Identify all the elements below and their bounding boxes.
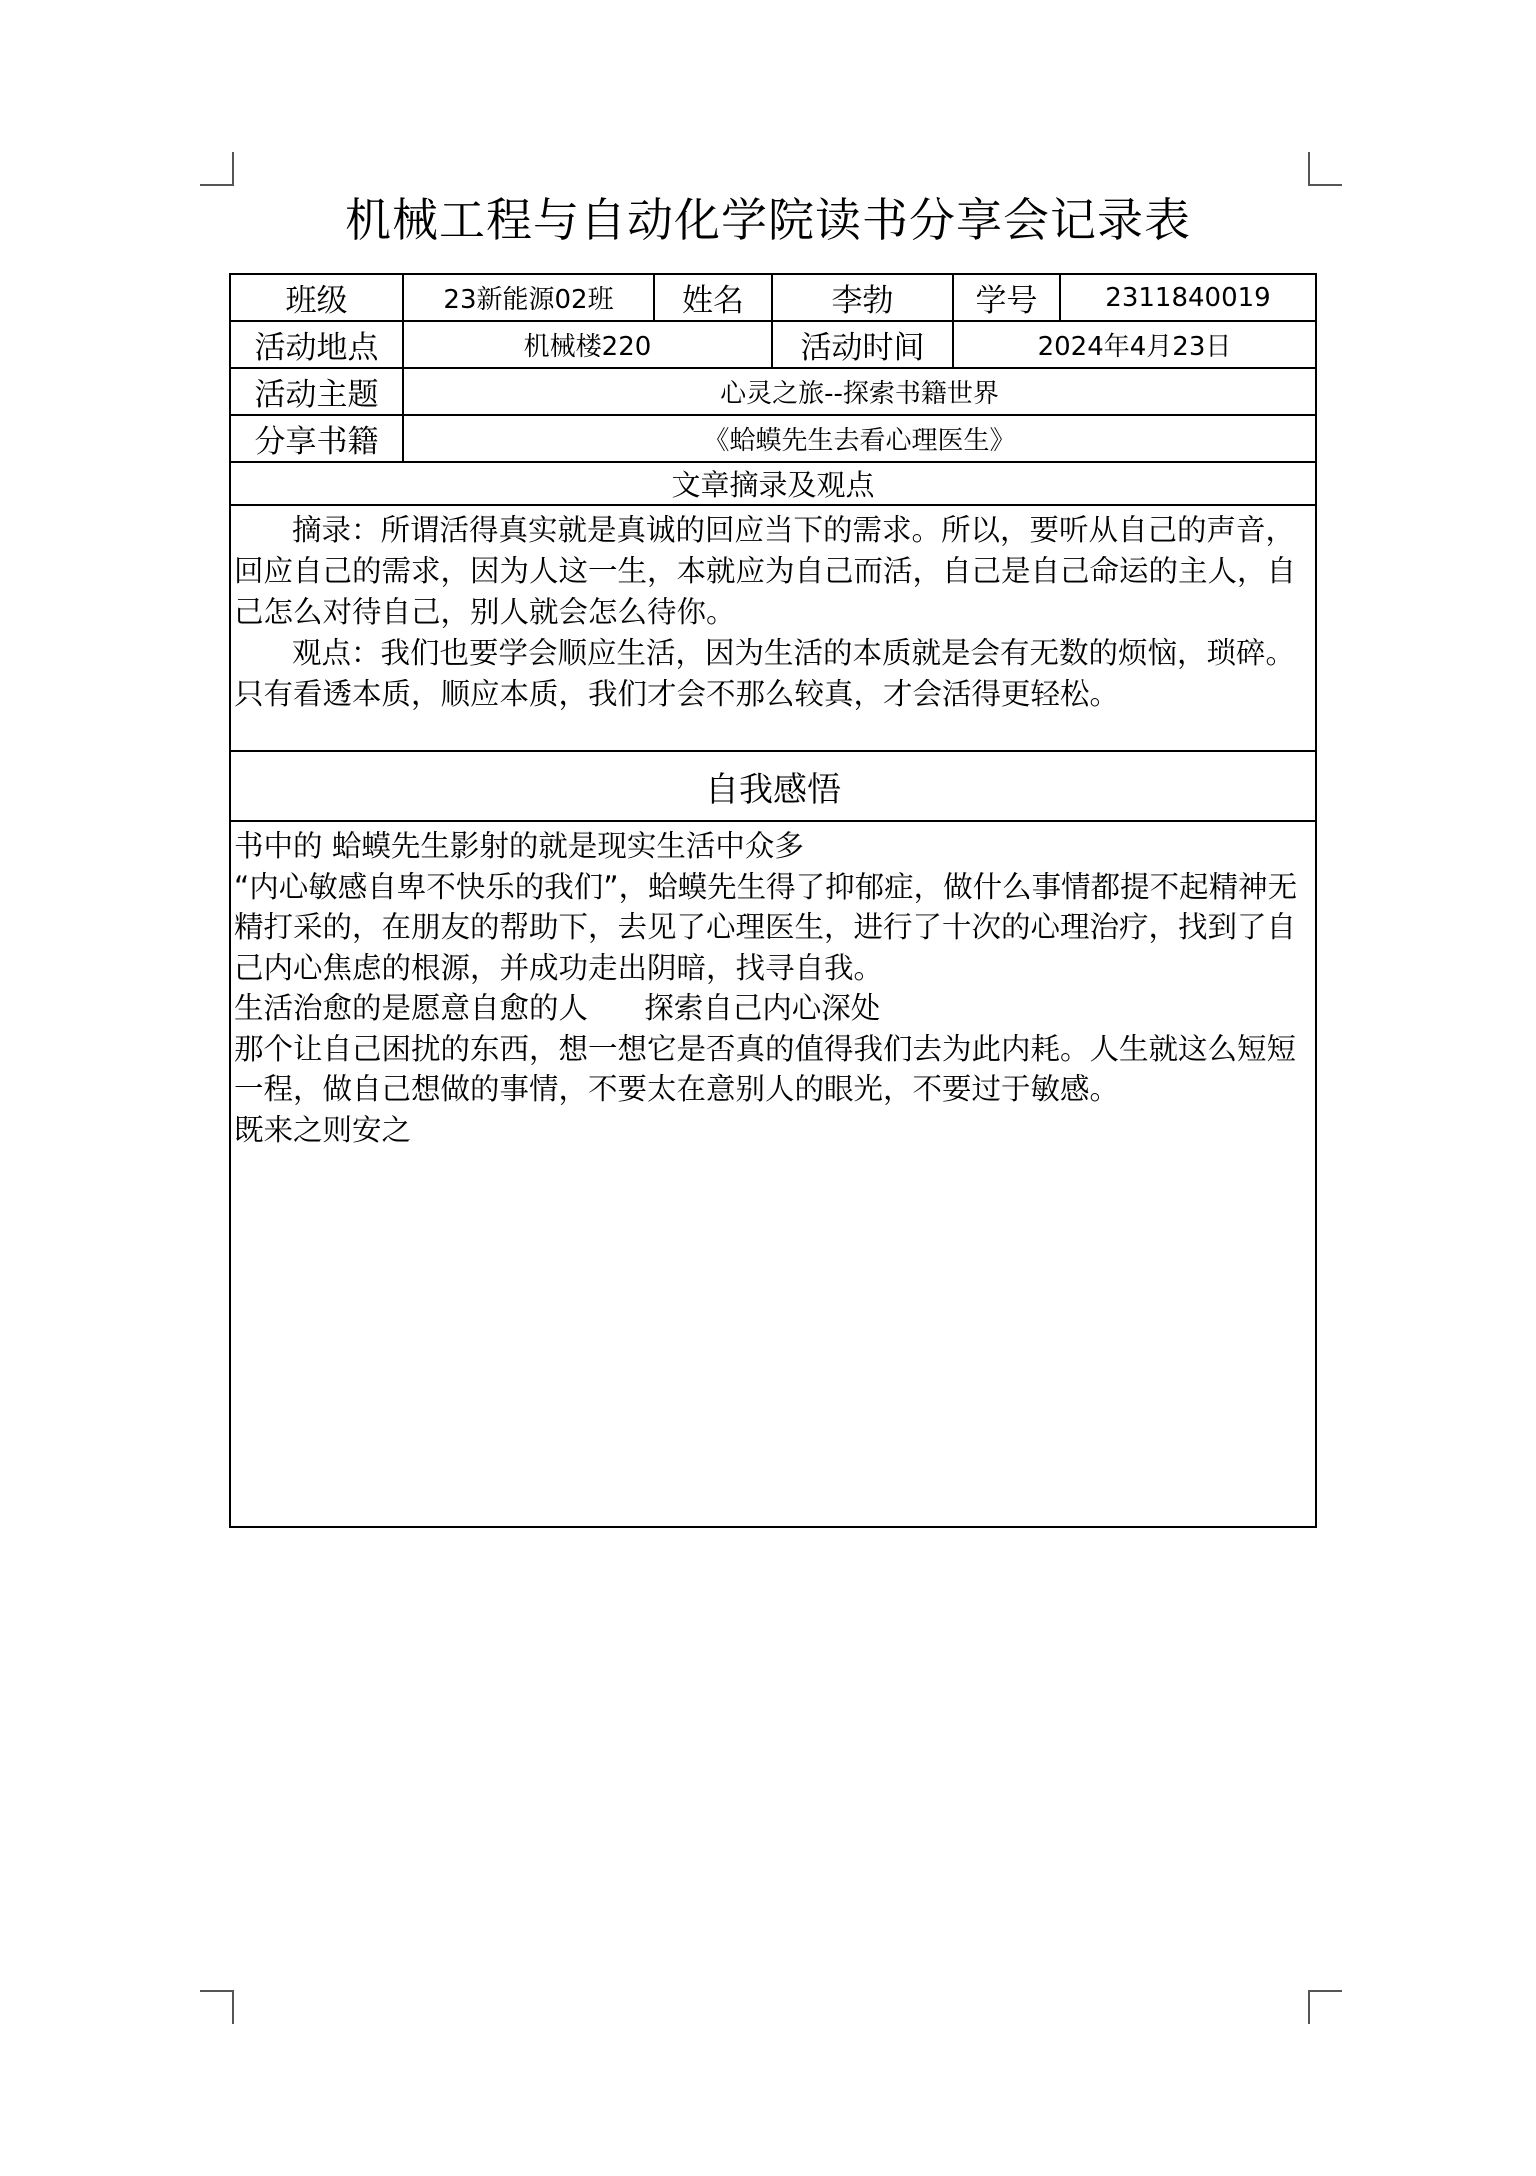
- table-row-basic-info: [230, 274, 1316, 321]
- class-label: 班级: [230, 274, 403, 321]
- record-table: [229, 273, 1317, 1528]
- reflection-line-5: 既来之则安之: [234, 1112, 412, 1147]
- crop-mark-bottom-right: [1308, 1990, 1342, 2024]
- table-row-excerpt: [230, 505, 1316, 751]
- reflection-line-4: 那个让自己困扰的东西，想一想它是否真的值得我们去为此内耗。人生就这么短短一程，做自己想做的事情，不要太在意别人的眼光，不要过于敏感。: [234, 1031, 1297, 1106]
- location-value: 机械楼220: [403, 321, 772, 368]
- time-label: 活动时间: [772, 321, 953, 368]
- crop-mark-top-right: [1308, 152, 1342, 186]
- table-row-reflection: [230, 821, 1316, 1527]
- crop-mark-bottom-left: [200, 1990, 234, 2024]
- excerpt-heading: 文章摘录及观点: [230, 462, 1316, 505]
- table-row-book: [230, 415, 1316, 462]
- location-label: 活动地点: [230, 321, 403, 368]
- reflection-cell: [230, 821, 1316, 1527]
- table-row-location-time: [230, 321, 1316, 368]
- book-label: 分享书籍: [230, 415, 403, 462]
- crop-mark-top-left: [200, 152, 234, 186]
- table-row-theme: [230, 368, 1316, 415]
- excerpt-cell: [230, 505, 1316, 751]
- reflection-line-1: 书中的 蛤蟆先生影射的就是现实生活中众多: [234, 829, 804, 863]
- student-id-label: 学号: [953, 274, 1060, 321]
- theme-value: 心灵之旅--探索书籍世界: [403, 368, 1316, 415]
- table-row-reflection-heading: [230, 751, 1316, 821]
- book-value: 《蛤蟆先生去看心理医生》: [403, 415, 1316, 462]
- excerpt-text: 摘录：所谓活得真实就是真诚的回应当下的需求。所以，要听从自己的声音，回应自己的需求，因为人这一生，本就应为自己而活，自己是自己命运的主人，自己怎么对待自己，别人就会怎么待你。: [234, 513, 1297, 629]
- student-id-value: 2311840019: [1060, 274, 1316, 321]
- theme-label: 活动主题: [230, 368, 403, 415]
- page-title: 机械工程与自动化学院读书分享会记录表: [345, 193, 1191, 247]
- time-value: 2024年4月23日: [953, 321, 1316, 368]
- reflection-heading: 自我感悟: [230, 751, 1316, 821]
- reflection-line-3: 生活治愈的是愿意自愈的人 探索自己内心深处: [234, 991, 881, 1025]
- viewpoint-text: 观点：我们也要学会顺应生活，因为生活的本质就是会有无数的烦恼，琐碎。只有看透本质，顺应本质，我们才会不那么较真，才会活得更轻松。: [234, 636, 1296, 711]
- name-label: 姓名: [654, 274, 772, 321]
- reflection-line-2: “内心敏感自卑不快乐的我们”，蛤蟆先生得了抑郁症，做什么事情都提不起精神无精打采的，在朋友的帮助下，去见了心理医生，进行了十次的心理治疗，找到了自己内心焦虑的根源，并成功走出阴暗，找寻自我。: [234, 869, 1298, 985]
- name-value: 李勃: [772, 274, 953, 321]
- class-value: 23新能源02班: [403, 274, 654, 321]
- table-row-excerpt-heading: [230, 462, 1316, 505]
